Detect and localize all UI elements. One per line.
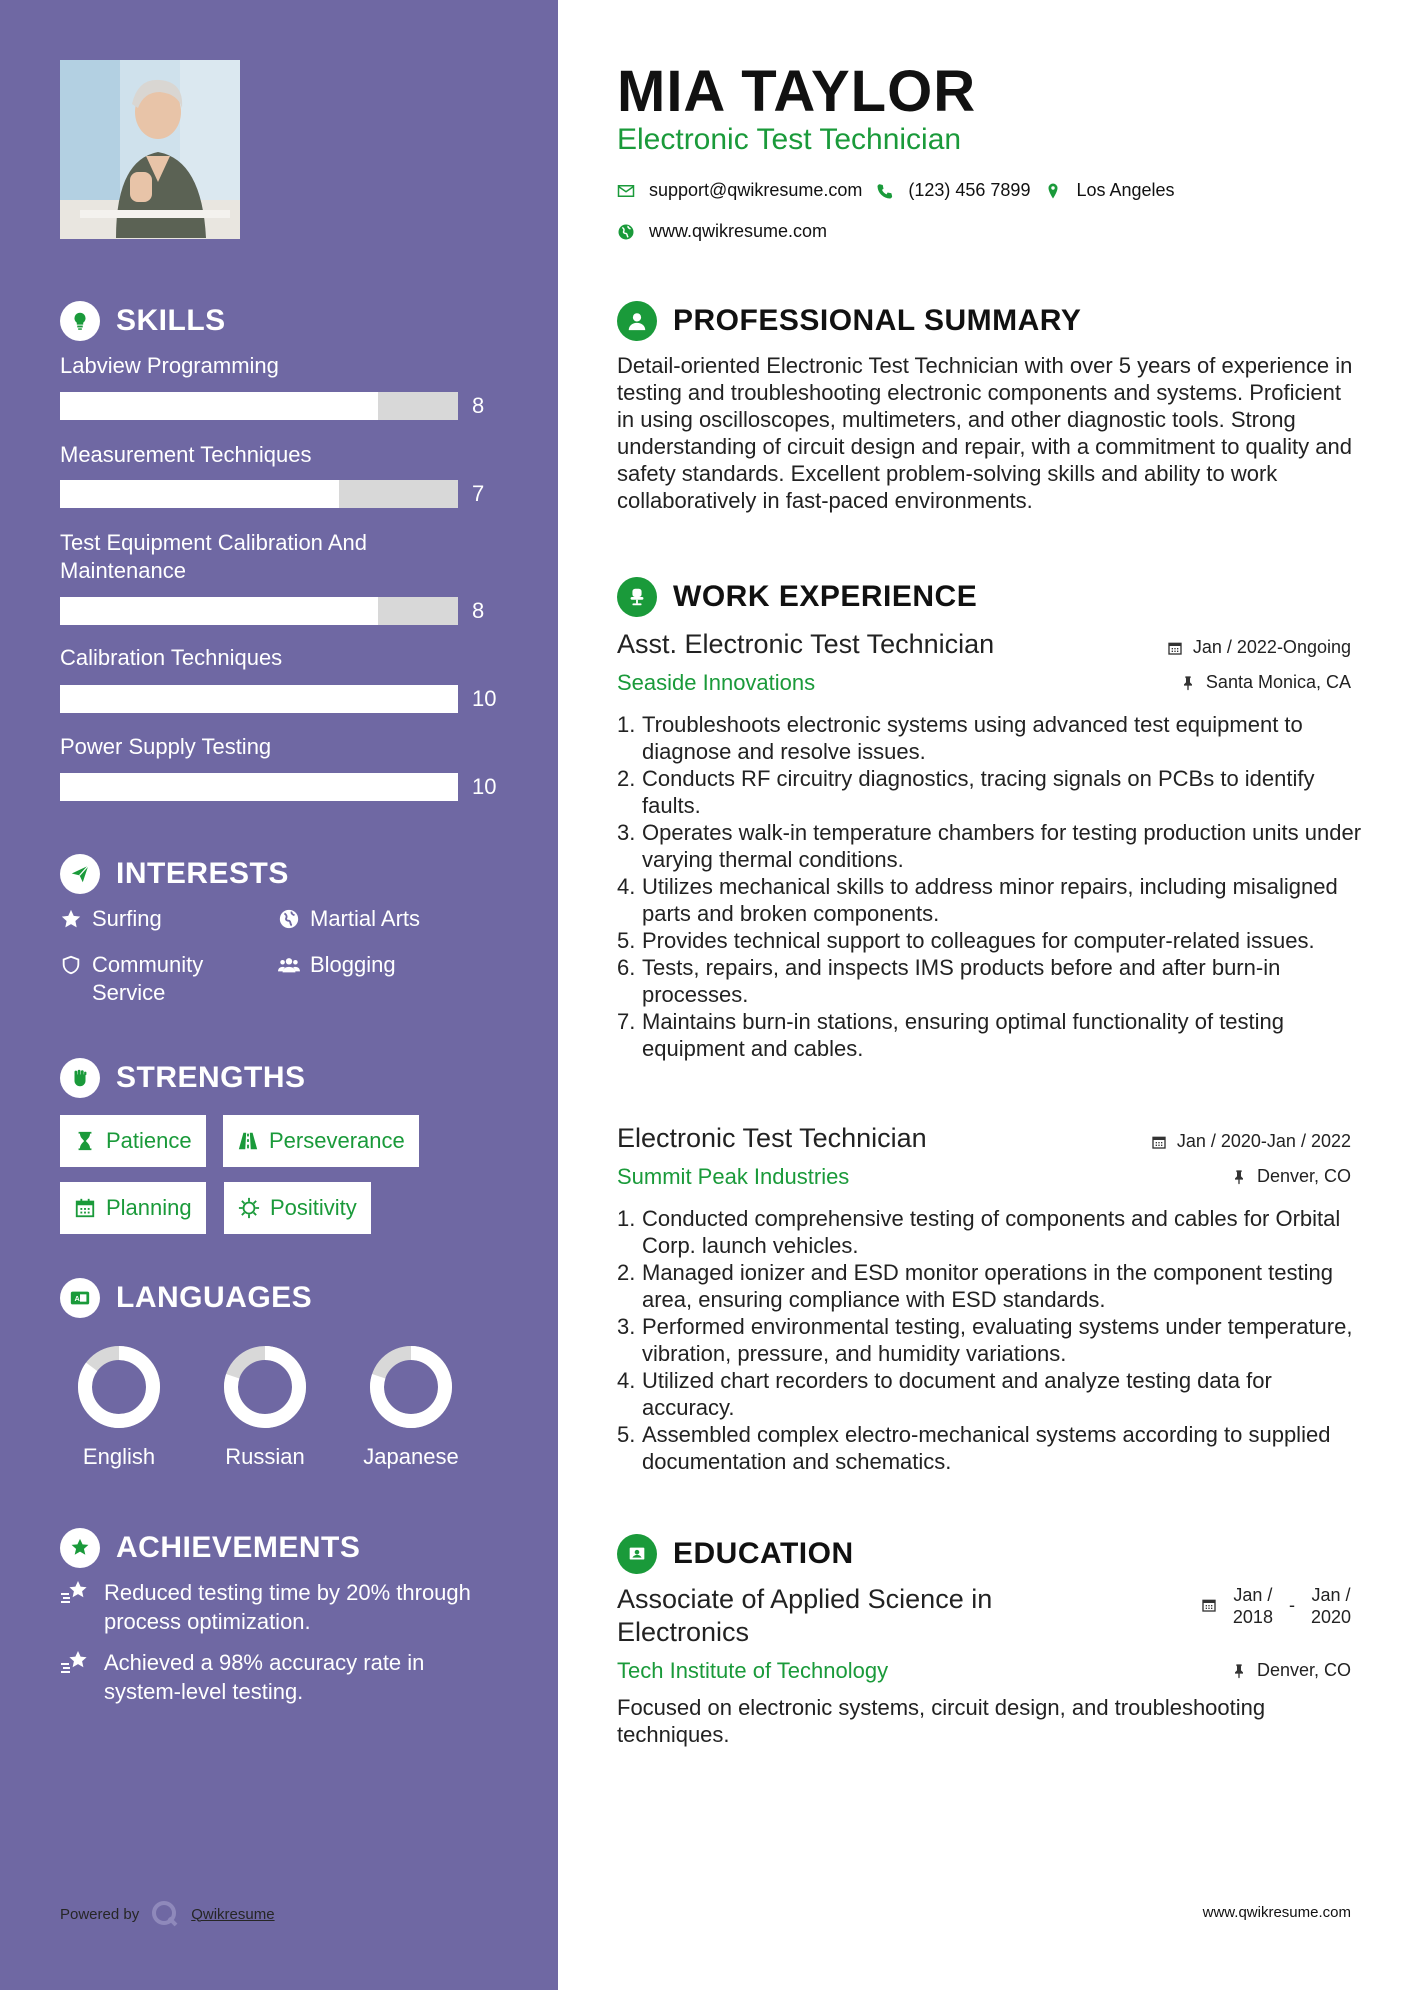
- job-dates: Jan / 2020-Jan / 2022: [1151, 1131, 1351, 1152]
- experience-title: WORK EXPERIENCE: [673, 580, 978, 613]
- education-start: Jan / 2018: [1232, 1585, 1273, 1627]
- summary-text: Detail-oriented Electronic Test Technician with over 5 years of experience in testing and troubleshooting electronic components and systems. Proficient in using oscilloscopes, multimeters, and other diagnostic tools. Strong understanding of circuit design and repair, with a commitment to quality and safety standards. Excellent problem-solving skills and ability to work collaboratively in fast-paced environments.: [617, 353, 1353, 513]
- languages-title: LANGUAGES: [116, 1281, 313, 1314]
- job-title: Asst. Electronic Test Technician: [617, 629, 995, 659]
- job-dates: Jan / 2022-Ongoing: [1167, 637, 1351, 658]
- skill-label: Power Supply Testing: [60, 734, 272, 759]
- language-item: [205, 1342, 325, 1470]
- skills-title: SKILLS: [116, 304, 226, 337]
- interest-item: Martial Arts: [278, 905, 420, 933]
- skill-label: Test Equipment Calibration And Maintenance: [60, 530, 367, 583]
- contact-website[interactable]: www.qwikresume.com: [649, 221, 828, 241]
- skill-label: Measurement Techniques: [60, 442, 312, 467]
- envelope-icon: [617, 182, 635, 200]
- job-company: Summit Peak Industries: [617, 1164, 850, 1189]
- pushpin-icon: [1231, 1663, 1247, 1679]
- strength-tag: Positivity: [224, 1182, 371, 1234]
- sidebar: [0, 0, 558, 1990]
- skill-label: Labview Programming: [60, 353, 279, 378]
- duty-item: 3. Performed environmental testing, evaluating systems under temperature, vibration, pressure, and humidity variations.: [617, 1314, 1353, 1366]
- languages-heading: [60, 1278, 312, 1318]
- contact-row: [617, 180, 1175, 201]
- language-item: [59, 1342, 179, 1470]
- duty-item: 4. Utilizes mechanical skills to address minor repairs, including misaligned parts and broken components.: [617, 874, 1338, 926]
- summary-title: PROFESSIONAL SUMMARY: [673, 304, 1082, 337]
- skill-value: 10: [472, 774, 497, 799]
- qwikresume-logo-icon: [151, 1900, 179, 1928]
- award-star-icon: [60, 1528, 100, 1568]
- website-row: [617, 221, 827, 242]
- language-name: Russian: [225, 1444, 305, 1469]
- skill-bar: [60, 597, 458, 625]
- job-duties: [617, 1205, 1367, 1475]
- contact-location: Los Angeles: [1076, 180, 1175, 200]
- duty-item: 6. Tests, repairs, and inspects IMS products before and after burn-in processes.: [617, 955, 1281, 1007]
- star-icon: [60, 908, 82, 930]
- interest-item: Surfing: [60, 905, 162, 933]
- profile-photo: [60, 60, 240, 239]
- fist-icon: [60, 1058, 100, 1098]
- job-company: Seaside Innovations: [617, 670, 816, 695]
- education-title: EDUCATION: [673, 1537, 854, 1570]
- shield-icon: [60, 954, 82, 976]
- pushpin-icon: [1180, 675, 1196, 691]
- interests-heading: [60, 854, 289, 894]
- strength-tag: Perseverance: [223, 1115, 419, 1167]
- job-location: Denver, CO: [1231, 1166, 1351, 1187]
- job-location: Santa Monica, CA: [1180, 672, 1351, 693]
- duty-item: 1. Conducted comprehensive testing of components and cables for Orbital Corp. launch vehicles.: [617, 1206, 1341, 1258]
- calendar-icon: [1167, 640, 1183, 656]
- education-end: Jan / 2020: [1310, 1585, 1351, 1627]
- skills-heading: [60, 301, 226, 341]
- duty-item: 2. Managed ionizer and ESD monitor operations in the component testing area, ensuring compliance with ESD standards.: [617, 1260, 1333, 1312]
- duty-item: 4. Utilized chart recorders to document and analyze testing data for accuracy.: [617, 1368, 1272, 1420]
- qwikresume-link[interactable]: Qwikresume: [191, 1905, 275, 1923]
- strengths-heading: [60, 1058, 306, 1098]
- language-ring: [220, 1342, 310, 1432]
- calendar-icon: [1201, 1597, 1217, 1613]
- duty-item: 1. Troubleshoots electronic systems using advanced test equipment to diagnose and resolve issues.: [617, 712, 1303, 764]
- duty-item: 7. Maintains burn-in stations, ensuring optimal functionality of testing equipment and cables.: [617, 1009, 1285, 1061]
- skill-bar: [60, 480, 458, 508]
- interest-item: Community Service: [60, 951, 260, 1007]
- education-heading: [617, 1534, 854, 1574]
- chair-icon: [617, 577, 657, 617]
- candidate-role: Electronic Test Technician: [617, 123, 962, 156]
- skill-value: 10: [472, 686, 497, 711]
- job-duties: [617, 711, 1367, 1062]
- footer-url[interactable]: www.qwikresume.com: [1202, 1904, 1351, 1921]
- degree-title: Associate of Applied Science in Electronics: [617, 1584, 993, 1647]
- strength-tag: Planning: [60, 1182, 206, 1234]
- calendar-icon: [74, 1197, 96, 1219]
- globe-icon: [278, 908, 300, 930]
- skill-bar: [60, 773, 458, 801]
- skill-bar: [60, 685, 458, 713]
- duty-item: 2. Conducts RF circuitry diagnostics, tracing signals on PCBs to identify faults.: [617, 766, 1315, 818]
- interests-title: INTERESTS: [116, 857, 289, 890]
- strength-tag: Patience: [60, 1115, 206, 1167]
- language-ring: [366, 1342, 456, 1432]
- candidate-name: MIA TAYLOR: [617, 59, 977, 124]
- duty-item: 5. Provides technical support to colleagues for computer-related issues.: [617, 928, 1315, 953]
- strengths-title: STRENGTHS: [116, 1061, 306, 1094]
- language-name: English: [82, 1444, 156, 1469]
- achievement-item: Reduced testing time by 20% through process optimization.: [60, 1578, 480, 1636]
- map-pin-icon: [1044, 182, 1062, 200]
- summary-heading: [617, 301, 1081, 341]
- skill-value: 8: [472, 598, 485, 623]
- education-dates: Jan / 2018 - Jan / 2020: [1201, 1584, 1351, 1628]
- skill-value: 7: [472, 481, 485, 506]
- svg-text:A: A: [74, 1294, 80, 1304]
- achievements-title: ACHIEVEMENTS: [116, 1531, 361, 1564]
- translate-icon: [60, 1278, 100, 1318]
- skill-label: Calibration Techniques: [60, 645, 283, 670]
- users-icon: [278, 954, 300, 976]
- achievements-heading: [60, 1528, 360, 1568]
- contact-phone: (123) 456 7899: [908, 180, 1031, 200]
- globe-icon: [617, 223, 635, 241]
- powered-by: Powered by Qwikresume: [60, 1900, 275, 1928]
- language-item: [351, 1342, 471, 1470]
- road-icon: [237, 1130, 259, 1152]
- duty-item: 3. Operates walk-in temperature chambers for testing production units under varying thermal conditions.: [617, 820, 1362, 872]
- education-location: Denver, CO: [1231, 1660, 1351, 1681]
- paper-plane-icon: [60, 854, 100, 894]
- pushpin-icon: [1231, 1169, 1247, 1185]
- sun-icon: [238, 1197, 260, 1219]
- lightbulb-icon: [60, 301, 100, 341]
- star-badge-icon: [60, 1650, 90, 1676]
- main-content: [558, 0, 1407, 1990]
- phone-icon: [876, 182, 894, 200]
- school-name: Tech Institute of Technology: [617, 1658, 889, 1683]
- experience-heading: [617, 577, 977, 617]
- education-description: Focused on electronic systems, circuit design, and troubleshooting techniques.: [617, 1695, 1266, 1747]
- user-icon: [617, 301, 657, 341]
- graduation-icon: [617, 1534, 657, 1574]
- language-ring: [74, 1342, 164, 1432]
- achievement-item: Achieved a 98% accuracy rate in system-level testing.: [60, 1648, 480, 1706]
- interest-item: Blogging: [278, 951, 396, 979]
- calendar-icon: [1151, 1134, 1167, 1150]
- duty-item: 5. Assembled complex electro-mechanical systems according to supplied documentation and schematics.: [617, 1422, 1331, 1474]
- language-name: Japanese: [363, 1444, 459, 1469]
- contact-email[interactable]: support@qwikresume.com: [649, 180, 863, 200]
- star-badge-icon: [60, 1580, 90, 1606]
- skill-value: 8: [472, 393, 485, 418]
- hourglass-icon: [74, 1130, 96, 1152]
- job-title: Electronic Test Technician: [617, 1123, 927, 1153]
- skill-bar: [60, 392, 458, 420]
